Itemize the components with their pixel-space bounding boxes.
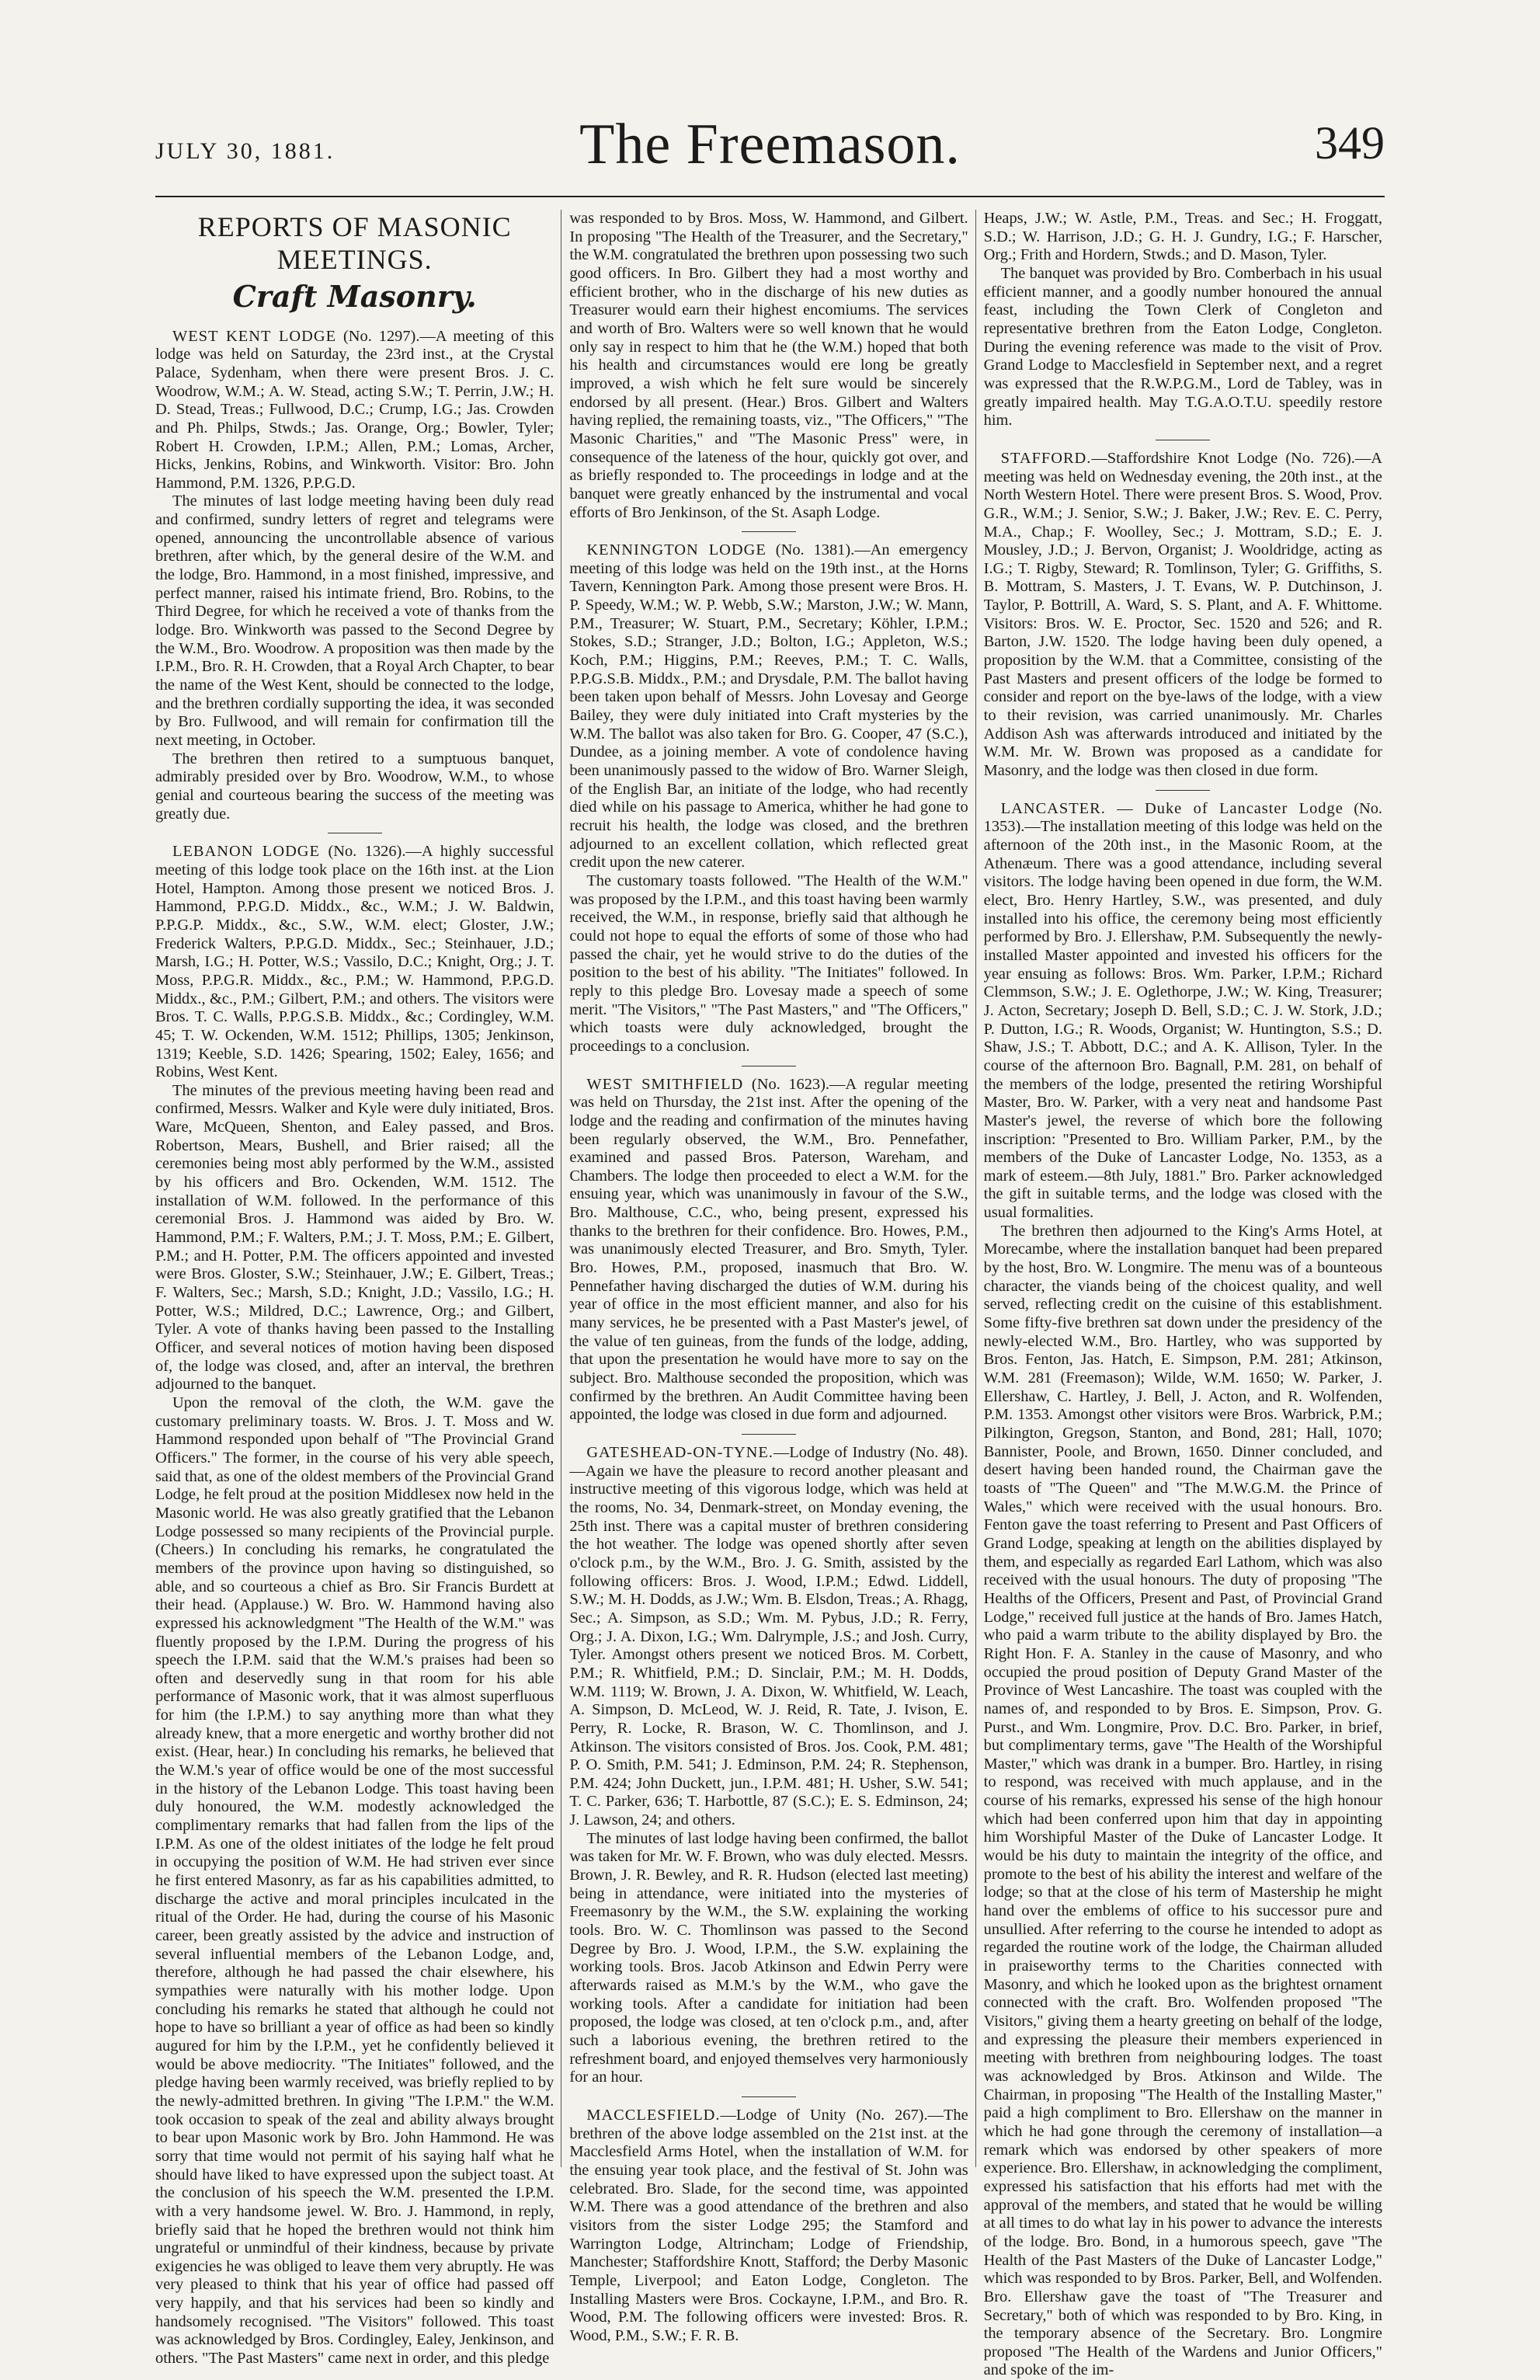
column-2 <box>569 210 968 2344</box>
report-text: (No. 1381).—An emergency meeting of this lodge was held on the 19th inst., at the Horns Tavern, Kennington Park. Among those present were Bros. H. P. Speedy, W.M.; W. P. Webb, S.W.; Marston, J.W.; W. Mann, P.M., Treasurer; W. Stuart, P.M., Secretary; Köhler, I.P.M.; Stokes, S.D.; Stranger, J.D.; Bolton, I.G.; Appleton, W.S.; Koch, P.M.; Higgins, P.M.; Reeves, P.M.; T. C. Walls, P.P.G.S.B. Middx., P.M.; and Drysdale, P.M. The ballot having been taken upon behalf of Messrs. John Lovesay and George Bailey, they were duly initiated into Craft mysteries by the W.M. The ballot was also taken for Bro. G. Cooper, 47 (S.C.), Dundee, as a joining member. A vote of condolence having been unanimously passed to the widow of Bro. Warner Sleigh, of the English Bar, an initiate of the lodge, who had recently died while on his passage to America, whither he had gone to recruit his health, the lodge was closed, and the brethren adjourned to an excellent collation, which reflected great credit upon the new caterer. <box>569 541 968 872</box>
article-columns <box>155 210 1382 2379</box>
lodge-name: LANCASTER. — Duke of Lancaster Lodge <box>1000 799 1344 817</box>
report-text: —Lodge of Unity (No. 267).—The brethren of the above lodge assembled on the 21st inst. at the Macclesfield Arms Hotel, when the installation of W.M. for the ensuing year took place, and the festival of St. John was celebrated. Bro. Slade, for the second time, was appointed W.M. There was a good attendance of the brethren and also visitors from the sister Lodge 295; the Stamford and Warrington Lodge, Altrincham; Lodge of Friendship, Manchester; Staffordshire Knott, Stafford; the Derby Masonic Temple, Liverpool; and Eaton Lodge, Congleton. The Installing Masters were Bros. Cockayne, I.P.M., and Bro. R. Wood, P.M. The following officers were invested: Bros. R. Wood, P.M., S.W.; F. R. B. <box>569 2106 968 2344</box>
separator-rule <box>742 2096 796 2097</box>
report-paragraph: The minutes of last lodge meeting having been duly read and confirmed, sundry letters of regret and telegrams were opened, announcing the uncontrollable absence of various brethren, after which, by the general desire of the W.M. and the lodge, Bro. Hammond, in a most finished, impressive, and perfect manner, raised his intimate friend, Bro. Robins, to the Third Degree, for which he received a vote of thanks from the lodge. Bro. Winkworth was passed to the Second Degree by the W.M., Bro. Woodrow. A proposition was then made by the I.P.M., Bro. R. H. Crowden, that a Royal Arch Chapter, to bear the name of the West Kent, should be connected to the lodge, and the brethren cordially supporting the idea, it was seconded by Bro. Fullwood, and will remain for confirmation till the next meeting, in October. <box>155 492 554 750</box>
publication-title: The Freemason. <box>579 113 961 176</box>
report-text: (No. 1297).—A meeting of this lodge was held on Saturday, the 23rd inst., at the Crystal Palace, Sydenham, when there were present Bros. J. C. Woodrow, W.M.; A. W. Stead, acting S.W.; T. Perrin, J.W.; H. D. Stead, Treas.; Fullwood, D.C.; Crump, I.G.; Jas. Crowden and Ph. Philps, Stwds.; Jas. Orange, Org.; Bowler, Tyler; Robert H. Crowden, I.P.M.; Allen, P.M.; Lomas, Archer, Hicks, Jenkins, Robins, and Winkworth. Visitor: Bro. John Hammond, P.M. 1326, P.P.G.D. <box>155 327 554 492</box>
separator-rule <box>1156 790 1210 791</box>
lodge-name: WEST KENT LODGE <box>172 327 337 345</box>
report-text: (No. 1623).—A regular meeting was held on Thursday, the 21st inst. After the opening of the lodge and the reading and confirmation of the minutes having been regularly observed, the W.M., Bro. Pennefather, examined and passed Bros. Paterson, Wareham, and Chambers. The lodge then proceeded to elect a W.M. for the ensuing year, which was unanimously in favour of the S.W., Bro. Malthouse, C.C., who, being present, expressed his thanks to the brethren for their confidence. Bro. Howes, P.M., was unanimously elected Treasurer, and Bro. Smyth, Tyler. Bro. Howes, P.M., proposed, inasmuch that Bro. W. Pennefather having discharged the duties of W.M. during his year of office in the most efficient manner, and also for his many services, he be presented with a Past Master's jewel, of the value of ten guineas, from the funds of the lodge, adding, that upon the presentation he would have more to say on the subject. Bro. Malthouse seconded the proposition, which was confirmed by the brethren. An Audit Committee having been appointed, the lodge was closed in due form and adjourned. <box>569 1075 968 1424</box>
column-1 <box>155 210 554 2368</box>
report-paragraph: The minutes of last lodge having been confirmed, the ballot was taken for Mr. W. F. Brown, who was duly elected. Messrs. Brown, J. R. Bewley, and R. R. Hudson (elected last meeting) being in attendance, were initiated into the mysteries of Freemasonry by the W.M., the S.W. explaining the working tools. Bro. W. C. Thomlinson was passed to the Second Degree by Bro. J. Wood, I.P.M., the S.W. explaining the working tools. Bros. Jacob Atkinson and Edwin Perry were afterwards raised as M.M.'s by the W.M., who gave the working tools. After a candidate for initiation had been proposed, the lodge was closed, at ten o'clock p.m., and, after such a laborious evening, the brethren retired to the refreshment board, and enjoyed themselves very harmoniously for an hour. <box>569 1829 968 2086</box>
report-kennington <box>569 541 968 872</box>
lodge-name: LEBANON LODGE <box>172 843 320 861</box>
separator-rule <box>742 531 796 532</box>
report-west-kent <box>155 328 554 493</box>
report-lebanon <box>155 843 554 1082</box>
report-text: —Staffordshire Knot Lodge (No. 726).—A meeting was held on Wednesday evening, the 20th inst., at the North Western Hotel. There were present Bros. S. Wood, Prov. G.R., W.M.; J. Senior, S.W.; J. Baker, J.W.; Rev. E. C. Perry, M.A., Chap.; F. Woolley, Sec.; J. Mottram, S.D.; E. J. Mousley, J.D.; J. Bervon, Organist; J. Wooldridge, acting as I.G.; T. Rigby, Steward; R. Tomlinson, Tyler; G. Griffiths, S. B. Mottram, S. Masters, J. T. Evans, W. P. Dutchinson, J. Taylor, P. Bottrill, A. Ward, S. S. Plant, and A. F. Whittome. Visitors: Bros. W. E. Proctor, Sec. 1520 and 526; and R. Barton, J.W. 1520. The lodge having been duly opened, a proposition by the W.M. that a Committee, consisting of the Past Masters and present officers of the lodge be formed to consider and report on the bye-laws of the lodge, with a view to their revision, was carried unanimously. Mr. Charles Addison Ash was afterwards introduced and initiated by the W.M. Mr. W. Brown was proposed as a candidate for Masonry, and the lodge was then closed in due form. <box>983 449 1382 780</box>
report-paragraph: The minutes of the previous meeting having been read and confirmed, Messrs. Walker and Kyle were duly initiated, Bros. Ware, McQueen, Shenton, and Ealey passed, and Bros. Robertson, Mears, Bushell, and Brier raised; all the ceremonies being most ably performed by the W.M., assisted by his officers and Bro. Ockenden, W.M. 1512. The installation of W.M. followed. In the performance of this ceremonial Bros. J. Hammond was aided by Bro. W. Hammond, P.M.; F. Walters, P.M.; J. T. Moss, P.M.; E. Gilbert, P.M.; and H. Potter, P.M. The officers appointed and invested were Bros. Gloster, S.W.; Steinhauer, J.W.; E. Gilbert, Treas.; F. Walters, Sec.; Marsh, S.D.; Knight, J.D.; Vassilo, I.G.; H. Potter, W.S.; Mildred, D.C.; Lawrence, Org.; and Gilbert, Tyler. A vote of thanks having been passed to the Installing Officer, and several notices of motion having been disposed of, the lodge was closed, and, after an interval, the brethren adjourned to the banquet. <box>155 1081 554 1394</box>
lodge-name: MACCLESFIELD. <box>586 2106 721 2124</box>
report-gateshead <box>569 1444 968 1830</box>
column-3 <box>983 210 1382 2379</box>
lodge-name: WEST SMITHFIELD <box>586 1075 744 1093</box>
report-paragraph: The brethren then retired to a sumptuous banquet, admirably presided over by Bro. Woodrow, W.M., to whose genial and courteous bearing the success of the meeting was greatly due. <box>155 750 554 823</box>
report-paragraph: The brethren then adjourned to the King's Arms Hotel, at Morecambe, where the installation banquet had been prepared by the host, Bro. W. Longmire. The menu was of a bounteous character, the viands being of the choicest quality, and well served, reflecting credit on the cuisine of this establishment. Some fifty-five brethren sat down under the presidency of the newly-elected W.M., Bro. Hartley, who was supported by Bros. Fenton, Jas. Hatch, E. Simpson, P.M. 281; Atkinson, W.M. 281 (Freemason); Wilde, W.M. 1650; W. Parker, J. Ellershaw, C. Hartley, J. Bell, J. Acton, and R. Wolfenden, P.M. 1353. Amongst other visitors were Bros. Warbrick, P.M.; Pilkington, Gregson, Stanton, and Bond, 281; Hall, 1070; Bannister, Poole, and Brown, 1650. Dinner concluded, and desert having been handed round, the Chairman gave the toasts of "The Queen" and "The M.W.G.M. the Prince of Wales," which were received with the usual honours. Bro. Fenton gave the toast referring to Present and Past Officers of Grand Lodge, speaking at length on the abilities displayed by them, and especially as regarded Earl Lathom, which was also received with the usual honours. The duty of proposing "The Healths of the Officers, Present and Past, of Provincial Grand Lodge," received full justice at the hands of Bro. James Hatch, who paid a warm tribute to the ability displayed by Bro. the Right Hon. F. A. Stanley in the cause of Masonry, and who occupied the proud position of Deputy Grand Master of the Province of West Lancashire. The toast was coupled with the names of, and responded to by Bros. E. Simpson, Prov. G. Purst., and Wm. Longmire, Prov. D.C. Bro. Parker, in brief, but complimentary terms, gave "The Health of the Worshipful Master," which was drank in a bumper. Bro. Hartley, in rising to respond, was received with much applause, and in the course of his remarks, expressed his sense of the high honour which had been conferred upon him that day in appointing him Worshipful Master of the Duke of Lancaster Lodge. It would be his duty to maintain the integrity of the office, and promote to the best of his ability the interest and welfare of the lodge; so that at the close of his term of Mastership he might hand over the emblems of office to his successor pure and unsullied. After referring to the course he intended to adopt as regarded the routine work of the lodge, the Chairman alluded in praiseworthy terms to the Charities connected with Masonry, and which he looked upon as the brightest ornament connected with the craft. Bro. Wolfenden proposed "The Visitors," giving them a hearty greeting on behalf of the lodge, and expressing the pleasure their members experienced in meeting with brethren from neighbouring lodges. The toast was acknowledged by Bros. Atkinson and Wilde. The Chairman, in proposing "The Health of the Installing Master," paid a high compliment to Bro. Ellershaw on the manner in which he had gone through the ceremony of installation—a remark which was endorsed by other speakers of more experience. Bro. Ellershaw, in acknowledging the compliment, expressed his satisfaction that his efforts had met with the approval of the members, and stated that he would be willing at all times to do what lay in his power to advance the interests of the lodge. Bro. Bond, in a humorous speech, gave "The Health of the Past Masters of the Duke of Lancaster Lodge," which was responded to by Bros. Parker, Bell, and Wolfenden. Bro. Ellershaw gave the toast of "The Treasurer and Secretary," both of which was responded to by Bro. King, in the temporary absence of the Secretary. Bro. Longmire proposed "The Health of the Wardens and Junior Officers," and spoke of the im- <box>983 1222 1382 2379</box>
report-macclesfield <box>569 2107 968 2346</box>
report-text: —Lodge of Industry (No. 48).—Again we have the pleasure to record another pleasant and instructive meeting of this vigorous lodge, which was held at the rooms, No. 34, Denmark-street, on Monday evening, the 25th inst. There was a capital muster of brethren considering the hot weather. The lodge was opened shortly after seven o'clock p.m., by the W.M., Bro. J. G. Smith, assisted by the following officers: Bros. J. Wood, I.P.M.; Edwd. Liddell, S.W.; M. H. Dodds, as J.W.; Wm. B. Elsdon, Treas.; A. Rhagg, Sec.; A. Simpson, as S.D.; Wm. M. Pybus, J.D.; R. Ferry, Org.; J. A. Dixon, I.G.; Wm. Dalrymple, J.S.; and Josh. Curry, Tyler. Amongst others present we noticed Bros. M. Corbett, P.M.; R. Whitfield, P.M.; D. Sinclair, P.M.; M. H. Dodds, W.M. 1119; W. Brown, J. A. Dixon, W. Whitfield, W. Leach, A. Simpson, D. McLeod, W. J. Reid, R. Tate, J. Ivison, E. Perry, R. Locke, R. Brason, W. C. Thomlinson, and J. Atkinson. The visitors consisted of Bros. Jos. Cook, P.M. 481; P. O. Smith, P.M. 541; J. Edminson, P.M. 24; R. Stephenson, P.M. 424; John Duckett, jun., I.P.M. 481; H. Usher, S.W. 541; T. C. Parker, 636; T. Harbottle, 87 (S.C.); E. S. Edminson, 24; J. Lawson, 24; and others. <box>569 1444 968 1829</box>
report-west-smithfield <box>569 1076 968 1425</box>
report-text: (No. 1326).—A highly successful meeting of this lodge took place on the 16th inst. at the Lion Hotel, Hampton. Among those present we noticed Bros. J. Hammond, P.P.G.D. Middx., &c., W.M.; J. W. Baldwin, P.P.G.P. Middx., &c., S.W., W.M. elect; Gloster, J.W.; Frederick Walters, P.P.G.D. Middx., Sec.; Steinhauer, J.D.; Marsh, I.G.; H. Potter, W.S.; Vassilo, D.C.; Knight, Org.; J. T. Moss, P.P.G.R. Middx., &c., P.M.; W. Hammond, P.P.G.D. Middx., &c., P.M.; Gilbert, P.M.; and others. The visitors were Bros. T. C. Walls, P.P.G.S.B. Middx., &c.; Cordingley, W.M. 45; T. W. Ockenden, W.M. 1512; Phillips, 1305; Jenkinson, 1319; Keeble, S.D. 1426; Spearing, 1502; Ealey, 1656; and Robins, West Kent. <box>155 843 554 1081</box>
lodge-name: GATESHEAD-ON-TYNE. <box>586 1444 773 1461</box>
report-paragraph: The banquet was provided by Bro. Comberbach in his usual efficient manner, and a goodly number honoured the annual feast, including the Town Clerk of Congleton and representative brethren from the Eaton Lodge, Congleton. During the evening reference was made to the visit of Prov. Grand Lodge to Macclesfield in September next, and a regret was expressed that the R.W.P.G.M., Lord de Tabley, was in greatly impaired health. May T.G.A.O.T.U. speedily restore him. <box>983 264 1382 430</box>
report-paragraph: The customary toasts followed. "The Health of the W.M." was proposed by the I.P.M., and this toast having been warmly received, the W.M., in response, briefly said that although he could not hope to equal the efforts of some of those who had passed the chair, yet he would strive to do the duties of the position to the best of his ability. "The Initiates" followed. In reply to this pledge Bro. Lovesay made a speech of some merit. "The Visitors," "The Past Masters," and "The Officers," which toasts were duly acknowledged, brought the proceedings to a conclusion. <box>569 872 968 1055</box>
report-paragraph: Upon the removal of the cloth, the W.M. gave the customary preliminary toasts. W. Bros. J. T. Moss and W. Hammond responded upon behalf of "The Provincial Grand Officers." The former, in the course of his very able speech, said that, as one of the oldest members of the Provincial Grand Lodge, he felt proud at the position Middlesex now held in the Masonic world. He was also greatly gratified that the Lebanon Lodge possessed so many recipients of the Provincial purple. (Cheers.) In concluding his remarks, he congratulated the members of the province upon having so distinguished, so able, and so courteous a chief as Bro. Sir Francis Burdett at their head. (Applause.) W. Bro. W. Hammond having also expressed his acknowledgment "The Health of the W.M." was fluently proposed by the I.P.M. During the progress of his speech the I.P.M. said that the W.M.'s praises had been so often and deservedly sung in that room for his able performance of Masonic work, that it was almost superfluous for him (the I.P.M.) to say anything more than what they already knew, that a more energetic and worthy brother did not exist. (Hear, hear.) In concluding his remarks, he believed that the W.M.'s year of office would be one of the most successful in the history of the Lebanon Lodge. This toast having been duly honoured, the W.M. modestly acknowledged the complimentary remarks that had fallen from the lips of the I.P.M. As one of the oldest initiates of the lodge he felt proud in occupying the position of W.M. He had striven ever since he first entered Masonry, as far as his capabilities admitted, to discharge the active and moral principles inculcated in the ritual of the Order. He had, during the course of his Masonic career, been greatly assisted by the advice and instruction of several influential members of the Lebanon Lodge, and, therefore, although he had passed the chair elsewhere, his sympathies were naturally with his mother lodge. Upon concluding his remarks he stated that although he could not hope to have so brilliant a year of office as had been so kindly augured for him by the I.P.M., yet he confidently believed it would be above mediocrity. "The Initiates" followed, and the pledge having been warmly received, was briefly replied to by the newly-admitted brethren. In giving "The I.P.M." the W.M. took occasion to speak of the zeal and ability always brought to bear upon Masonic work by Bro. John Hammond. He was sorry that time would not permit of his saying half what he should have liked to have expressed upon the subject toast. At the conclusion of his speech the W.M. presented the I.P.M. with a very handsome jewel. W. Bro. J. Hammond, in reply, briefly said that he hoped the brethren would not think him ungrateful or unmindful of their kindness, because by private exigencies he was obliged to leave them very abruptly. He was very pleased to think that his year of office had passed off very happily, and that his services had been so kindly and handsomely recognised. "The Visitors" followed. This toast was acknowledged by Bros. Cordingley, Ealey, Jenkinson, and others. "The Past Masters" came next in order, and this pledge <box>155 1394 554 2368</box>
report-stafford <box>984 450 1382 781</box>
section-title: REPORTS OF MASONIC MEETINGS. <box>197 211 512 275</box>
report-lancaster <box>984 800 1382 1223</box>
lodge-name: KENNINGTON LODGE <box>586 541 767 559</box>
section-subtitle: Craft Masonry. <box>232 278 477 314</box>
report-text: (No. 1353).—The installation meeting of this lodge was held on the afternoon of the 20th inst., in the Masonic Room, at the Athenæum. There was a good attendance, including several visitors. The lodge having been opened in due form, the W.M. elect, Bro. Henry Hartley, S.W., was presented, and duly installed into his office, the ceremony being most efficiently performed by Bro. J. Ellershaw, P.M. Subsequently the newly-installed Master appointed and invested his officers for the year ensuing as follows: Bros. Wm. Parker, I.P.M.; Richard Clemmson, S.W.; J. E. Oglethorpe, J.W.; W. King, Treasurer; J. Acton, Secretary; Joseph D. Bell, S.D.; C. J. W. Stork, J.D.; P. Dutton, I.G.; R. Woods, Organist; W. Huntington, S.S.; D. Shaw, J.S.; T. Abbott, D.C.; and A. K. Allison, Tyler. In the course of the afternoon Bro. Bagnall, P.M. 281, on behalf of the members of the lodge, presented the retiring Worshipful Master, Bro. W. Parker, with a very neat and handsome Past Master's jewel, the reverse of which bore the following inscription: "Presented to Bro. William Parker, P.M., by the members of the Duke of Lancaster Lodge, No. 1353, as a mark of esteem.—8th July, 1881." Bro. Parker acknowledged the gift in suitable terms, and the lodge was closed with the usual formalities. <box>983 799 1382 1222</box>
issue-date: JULY 30, 1881. <box>155 138 335 164</box>
masthead-rule <box>155 196 1385 197</box>
report-paragraph: Heaps, J.W.; W. Astle, P.M., Treas. and Sec.; H. Froggatt, S.D.; W. Harrison, J.D.; G. H. J. Gundry, I.G.; F. Harscher, Org.; Frith and Hordern, Stwds.; and D. Mason, Tyler. <box>983 210 1382 264</box>
report-paragraph: was responded to by Bros. Moss, W. Hammond, and Gilbert. In proposing "The Health of the Treasurer, and the Secretary," the W.M. congratulated the brethren upon possessing two such good officers. In Bro. Gilbert they had a most worthy and efficient brother, who in the discharge of his new duties as Treasurer would earn their highest encomiums. The services and worth of Bro. Walters were so well known that he would only say in respect to him that he (the W.M.) hoped that both his health and circumstances would ere long be greatly improved, a wish which he felt sure would be sincerely endorsed by all present. (Hear.) Bros. Gilbert and Walters having replied, the remaining toasts, viz., "The Officers," "The Masonic Charities," and "The Masonic Press" were, in consequence of the lateness of the hour, quickly got over, and as briefly responded to. The proceedings in lodge and at the banquet were greatly enhanced by the instrumental and vocal efforts of Bro Jenkinson, of the St. Asaph Lodge. <box>569 210 968 521</box>
separator-rule <box>742 1434 796 1435</box>
page-number: 349 <box>1315 117 1385 169</box>
masthead <box>155 109 1385 194</box>
lodge-name: STAFFORD. <box>1000 449 1092 467</box>
